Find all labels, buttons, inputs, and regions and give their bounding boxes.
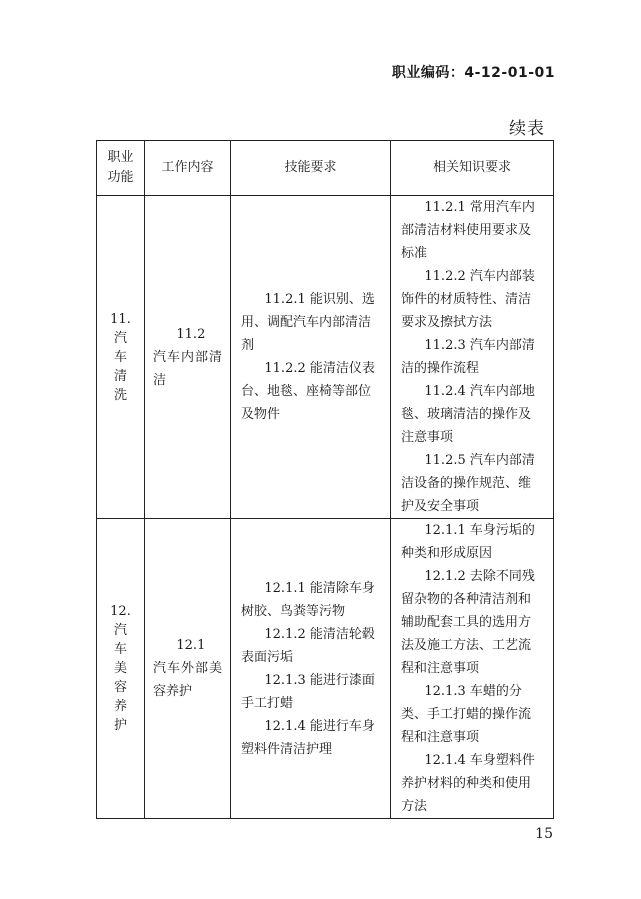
table-row <box>97 196 554 519</box>
header-skill: 技能要求 <box>231 141 391 196</box>
header-knowledge: 相关知识要求 <box>391 141 554 196</box>
requirements-table <box>96 140 554 819</box>
table-header-row <box>97 141 554 196</box>
page-number: 15 <box>535 826 553 842</box>
skill-cell: 12.1.1 能清除车身树胶、鸟粪等污物 12.1.2 能清洁轮毂表面污垢 12.1.3 能进行漆面手工打蜡 12.1.4 能进行车身塑料件清洁护理 <box>231 519 391 819</box>
table-row <box>97 519 554 819</box>
continued-label: 续表 <box>509 119 545 139</box>
content-cell: 12.1 汽车外部美容养护 <box>145 519 231 819</box>
knowledge-cell: 12.1.1 车身污垢的种类和形成原因 12.1.2 去除不同残留杂物的各种清洁剂和辅助配套工具的选用方法及施工方法、工艺流程和注意事项 12.1.3 车蜡的分类、手工打蜡的操作流程和注意事项 12.1.4 车身塑料件养护材料的种类和使用方法 <box>391 519 554 819</box>
skill-cell: 11.2.1 能识别、选用、调配汽车内部清洁剂 11.2.2 能清洁仪表台、地毯、座椅等部位及物件 <box>231 196 391 519</box>
knowledge-cell: 11.2.1 常用汽车内部清洁材料使用要求及标准 11.2.2 汽车内部装饰件的材质特性、清洁要求及擦拭方法 11.2.3 汽车内部清洁的操作流程 11.2.4 汽车内部地毯、玻璃清洁的操作及注意事项 11.2.5 汽车内部清洁设备的操作规范、维护及安全事项 <box>391 196 554 519</box>
content-cell: 11.2 汽车内部清洁 <box>145 196 231 519</box>
function-cell: 12. 汽 车 美 容 养 护 <box>97 519 145 819</box>
job-code: 职业编码：4-12-01-01 <box>391 65 555 81</box>
header-content: 工作内容 <box>145 141 231 196</box>
function-cell: 11. 汽 车 清 洗 <box>97 196 145 519</box>
header-function: 职业 功能 <box>97 141 145 196</box>
